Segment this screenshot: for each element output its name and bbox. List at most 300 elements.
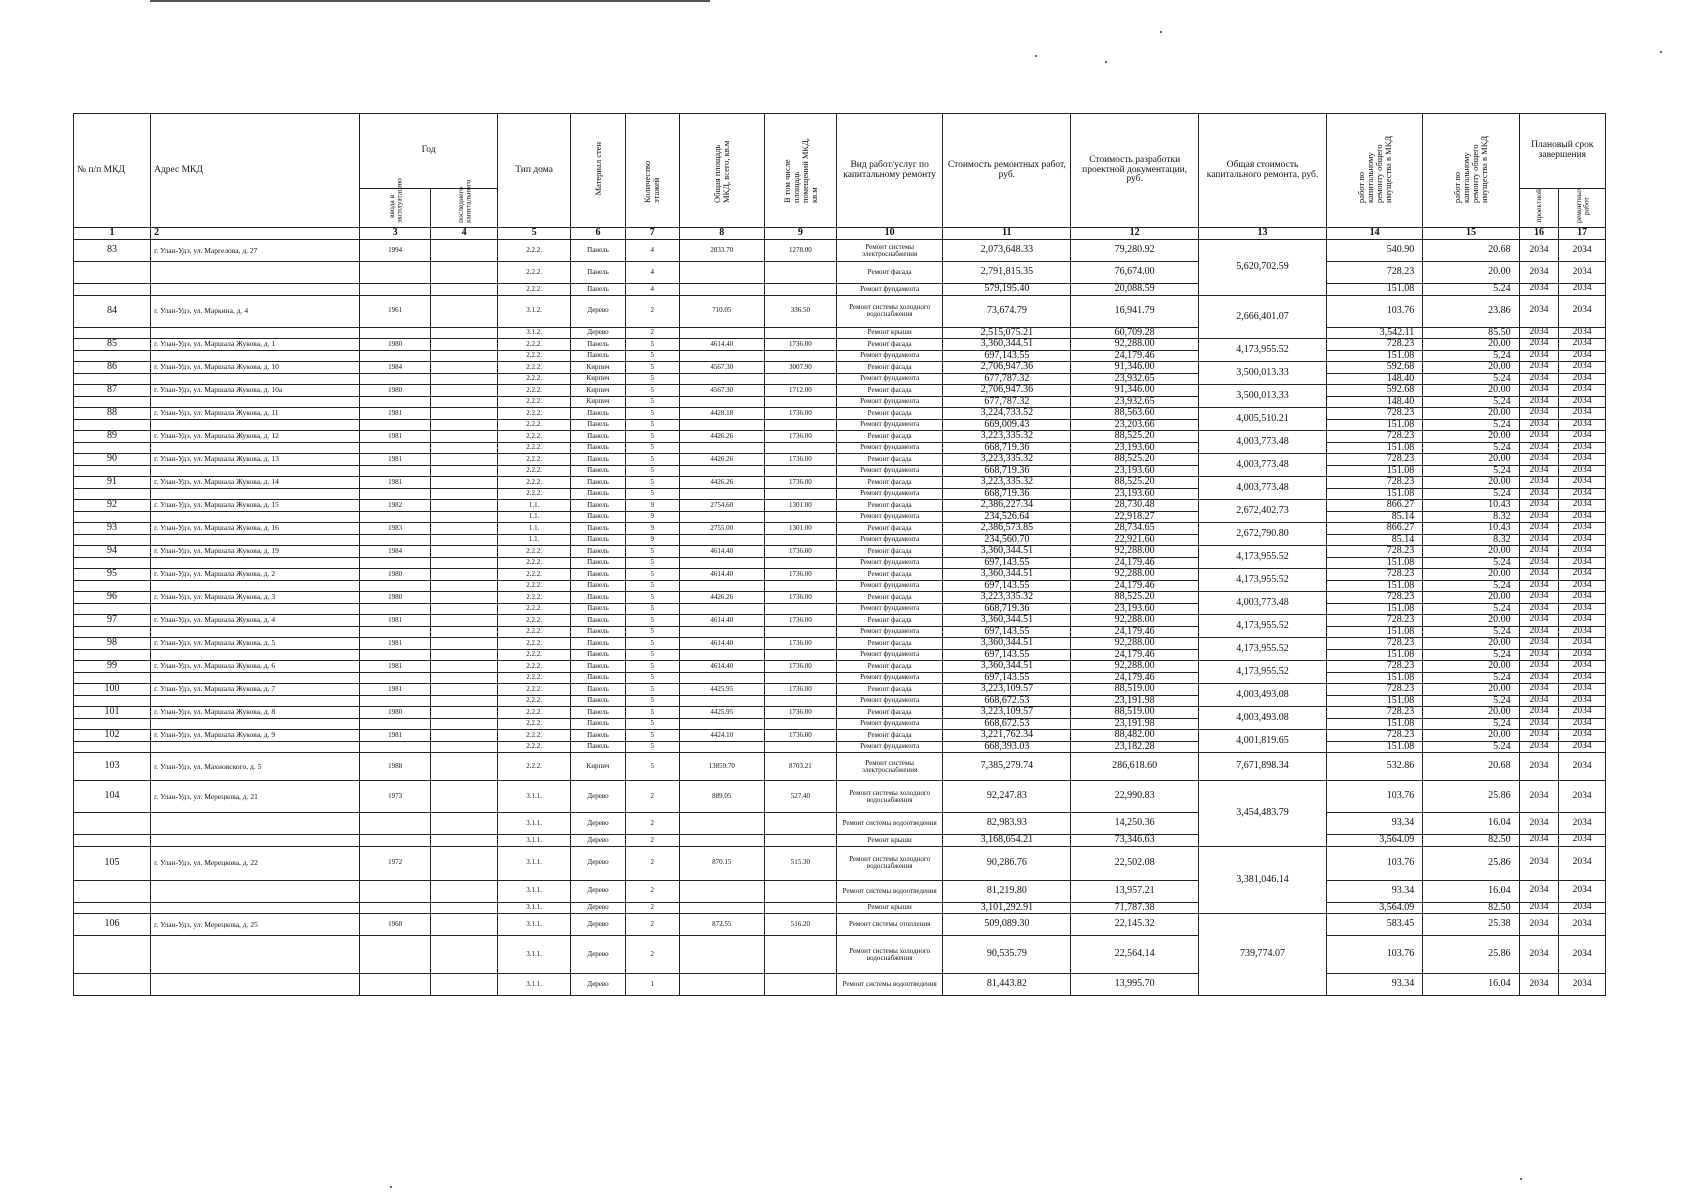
row-wall-material: Панель bbox=[571, 741, 626, 753]
row-design-cost: 71,787.38 bbox=[1071, 902, 1199, 914]
row-number bbox=[74, 880, 151, 902]
row-address bbox=[151, 511, 360, 523]
row-wall-material: Панель bbox=[571, 465, 626, 477]
row-col15: 20.00 bbox=[1423, 454, 1519, 466]
header-row bbox=[74, 114, 1606, 189]
row-repair-cost: 3,360,344.51 bbox=[943, 661, 1071, 673]
row-premises-area: 1736.00 bbox=[764, 431, 836, 443]
row-total-area: 872.55 bbox=[679, 914, 764, 936]
row-address: г. Улан-Удэ, ул. Маршала Жукова, д. 13 bbox=[151, 454, 360, 466]
row-address: г. Улан-Удэ, ул. Маршала Жукова, д. 7 bbox=[151, 684, 360, 696]
row-total-area bbox=[679, 580, 764, 592]
row-repair-year: 2034 bbox=[1559, 557, 1606, 569]
row-year-last-repair bbox=[431, 385, 498, 397]
row-house-type: 2.2.2. bbox=[498, 718, 571, 730]
row-floors: 5 bbox=[625, 753, 679, 781]
row-repair-year: 2034 bbox=[1559, 362, 1606, 374]
table-row bbox=[74, 511, 1606, 523]
row-house-type: 2.2.2. bbox=[498, 603, 571, 615]
row-repair-cost: 2,791,815.35 bbox=[943, 262, 1071, 284]
row-total-area: 4425.95 bbox=[679, 684, 764, 696]
row-design-cost: 16,941.79 bbox=[1071, 295, 1199, 327]
row-total-area: 4614.40 bbox=[679, 638, 764, 650]
row-wall-material: Панель bbox=[571, 477, 626, 489]
row-design-year: 2034 bbox=[1519, 626, 1559, 638]
row-house-type: 3.1.1. bbox=[498, 914, 571, 936]
row-col14: 3,564.09 bbox=[1326, 902, 1422, 914]
row-repair-year: 2034 bbox=[1559, 569, 1606, 581]
row-col14: 151.08 bbox=[1326, 442, 1422, 454]
row-work-type: Ремонт фасада bbox=[836, 477, 943, 489]
row-col14: 85.14 bbox=[1326, 511, 1422, 523]
row-premises-area: 1736.00 bbox=[764, 592, 836, 604]
row-repair-cost: 3,223,335.32 bbox=[943, 454, 1071, 466]
row-year-last-repair bbox=[431, 465, 498, 477]
row-floors: 5 bbox=[625, 362, 679, 374]
row-house-type: 2.2.2. bbox=[498, 396, 571, 408]
row-wall-material: Панель bbox=[571, 592, 626, 604]
row-design-cost: 91,346.00 bbox=[1071, 362, 1199, 374]
table-row bbox=[74, 373, 1606, 385]
row-premises-area: 1736.00 bbox=[764, 408, 836, 420]
row-total-area: 870.15 bbox=[679, 846, 764, 880]
row-design-cost: 88,525.20 bbox=[1071, 454, 1199, 466]
row-wall-material: Дерево bbox=[571, 295, 626, 327]
row-number bbox=[74, 974, 151, 996]
row-total-cost: 4,173,955.52 bbox=[1199, 661, 1327, 684]
row-repair-year: 2034 bbox=[1559, 974, 1606, 996]
header-design-cost: Стоимость разработки проектной документации, руб. bbox=[1071, 114, 1199, 228]
row-year-last-repair bbox=[431, 730, 498, 742]
row-col14: 728.23 bbox=[1326, 730, 1422, 742]
row-col14: 151.08 bbox=[1326, 580, 1422, 592]
row-col15: 16.04 bbox=[1423, 880, 1519, 902]
table-row bbox=[74, 626, 1606, 638]
row-year-commissioned bbox=[360, 603, 431, 615]
row-year-commissioned: 1980 bbox=[360, 385, 431, 397]
row-work-type: Ремонт фасада bbox=[836, 615, 943, 627]
row-design-year: 2034 bbox=[1519, 936, 1559, 974]
row-total-area: 4424.10 bbox=[679, 730, 764, 742]
table-row bbox=[74, 672, 1606, 684]
row-wall-material: Панель bbox=[571, 684, 626, 696]
row-floors: 5 bbox=[625, 454, 679, 466]
row-repair-year: 2034 bbox=[1559, 546, 1606, 558]
row-number: 100 bbox=[74, 684, 151, 696]
row-col14: 151.08 bbox=[1326, 741, 1422, 753]
row-repair-cost: 3,223,335.32 bbox=[943, 477, 1071, 489]
row-year-last-repair bbox=[431, 262, 498, 284]
row-col14: 728.23 bbox=[1326, 408, 1422, 420]
table-row bbox=[74, 240, 1606, 262]
row-total-area: 2755.00 bbox=[679, 523, 764, 535]
row-repair-cost: 2,706,947.36 bbox=[943, 362, 1071, 374]
row-house-type: 2.2.2. bbox=[498, 638, 571, 650]
row-work-type: Ремонт крыши bbox=[836, 835, 943, 847]
row-total-area bbox=[679, 262, 764, 284]
row-wall-material: Кирпич bbox=[571, 753, 626, 781]
row-address bbox=[151, 741, 360, 753]
table-row bbox=[74, 603, 1606, 615]
row-floors: 5 bbox=[625, 615, 679, 627]
row-house-type: 2.2.2. bbox=[498, 385, 571, 397]
row-wall-material: Панель bbox=[571, 488, 626, 500]
row-year-last-repair bbox=[431, 419, 498, 431]
row-design-year: 2034 bbox=[1519, 914, 1559, 936]
table-row bbox=[74, 477, 1606, 489]
row-design-cost: 23,193.60 bbox=[1071, 465, 1199, 477]
row-design-cost: 28,730.48 bbox=[1071, 500, 1199, 512]
subheader-repair-text: ремонтных работ bbox=[1573, 187, 1591, 224]
row-house-type: 3.1.2. bbox=[498, 327, 571, 339]
row-year-last-repair bbox=[431, 511, 498, 523]
row-year-commissioned bbox=[360, 284, 431, 296]
row-total-cost: 4,005,510.21 bbox=[1199, 408, 1327, 431]
row-house-type: 2.2.2. bbox=[498, 707, 571, 719]
row-total-area: 4426.26 bbox=[679, 592, 764, 604]
row-repair-year: 2034 bbox=[1559, 262, 1606, 284]
row-year-commissioned: 1981 bbox=[360, 431, 431, 443]
row-col14: 866.27 bbox=[1326, 500, 1422, 512]
row-design-cost: 23,932.65 bbox=[1071, 396, 1199, 408]
row-total-area bbox=[679, 718, 764, 730]
subheader-design-text: проектной bbox=[1534, 189, 1544, 223]
row-year-commissioned: 1980 bbox=[360, 707, 431, 719]
row-number bbox=[74, 534, 151, 546]
row-house-type: 3.1.1. bbox=[498, 781, 571, 813]
row-house-type: 2.2.2. bbox=[498, 672, 571, 684]
row-col14: 93.34 bbox=[1326, 974, 1422, 996]
row-work-type: Ремонт фундамента bbox=[836, 511, 943, 523]
row-number bbox=[74, 936, 151, 974]
row-total-area bbox=[679, 626, 764, 638]
row-number bbox=[74, 580, 151, 592]
row-premises-area bbox=[764, 534, 836, 546]
row-work-type: Ремонт фасада bbox=[836, 262, 943, 284]
row-repair-year: 2034 bbox=[1559, 408, 1606, 420]
row-wall-material: Кирпич bbox=[571, 385, 626, 397]
row-design-cost: 286,618.60 bbox=[1071, 753, 1199, 781]
row-address bbox=[151, 327, 360, 339]
row-premises-area: 1736.00 bbox=[764, 477, 836, 489]
column-number-cell: 6 bbox=[571, 228, 626, 240]
row-repair-cost: 81,443.82 bbox=[943, 974, 1071, 996]
row-design-cost: 88,519.00 bbox=[1071, 684, 1199, 696]
row-repair-cost: 3,224,733.52 bbox=[943, 408, 1071, 420]
column-number-cell: 13 bbox=[1199, 228, 1327, 240]
scan-speck bbox=[1520, 1178, 1522, 1180]
row-year-last-repair bbox=[431, 500, 498, 512]
row-col14: 728.23 bbox=[1326, 546, 1422, 558]
row-work-type: Ремонт фасада bbox=[836, 362, 943, 374]
column-number-cell: 2 bbox=[151, 228, 360, 240]
row-number bbox=[74, 284, 151, 296]
row-address bbox=[151, 835, 360, 847]
row-year-last-repair bbox=[431, 914, 498, 936]
row-floors: 5 bbox=[625, 592, 679, 604]
row-year-commissioned bbox=[360, 936, 431, 974]
row-address: г. Улан-Удэ, ул. Мерецкова, д. 21 bbox=[151, 781, 360, 813]
row-col15: 5.24 bbox=[1423, 695, 1519, 707]
row-total-area: 2833.70 bbox=[679, 240, 764, 262]
row-address bbox=[151, 488, 360, 500]
row-premises-area bbox=[764, 262, 836, 284]
row-work-type: Ремонт системы холодного водоснабжения bbox=[836, 781, 943, 813]
row-year-commissioned: 1981 bbox=[360, 477, 431, 489]
row-number bbox=[74, 813, 151, 835]
row-floors: 2 bbox=[625, 781, 679, 813]
row-year-last-repair bbox=[431, 684, 498, 696]
row-year-last-repair bbox=[431, 835, 498, 847]
row-work-type: Ремонт системы водоотведения bbox=[836, 813, 943, 835]
table-row bbox=[74, 695, 1606, 707]
row-number: 105 bbox=[74, 846, 151, 880]
row-repair-year: 2034 bbox=[1559, 753, 1606, 781]
table-row bbox=[74, 684, 1606, 696]
row-year-commissioned bbox=[360, 580, 431, 592]
row-house-type: 3.1.2. bbox=[498, 295, 571, 327]
row-year-commissioned: 1961 bbox=[360, 295, 431, 327]
row-address: г. Улан-Удэ, ул. Маргелова, д. 27 bbox=[151, 240, 360, 262]
row-repair-cost: 509,089.30 bbox=[943, 914, 1071, 936]
row-repair-year: 2034 bbox=[1559, 295, 1606, 327]
row-floors: 9 bbox=[625, 534, 679, 546]
row-col15: 10.43 bbox=[1423, 500, 1519, 512]
row-work-type: Ремонт системы холодного водоснабжения bbox=[836, 936, 943, 974]
row-number bbox=[74, 902, 151, 914]
table-body bbox=[74, 228, 1606, 996]
row-design-year: 2034 bbox=[1519, 592, 1559, 604]
row-premises-area bbox=[764, 649, 836, 661]
row-repair-year: 2034 bbox=[1559, 813, 1606, 835]
row-total-cost: 3,500,013.33 bbox=[1199, 362, 1327, 385]
row-address bbox=[151, 936, 360, 974]
table-row bbox=[74, 649, 1606, 661]
row-address bbox=[151, 603, 360, 615]
row-wall-material: Дерево bbox=[571, 846, 626, 880]
row-col14: 728.23 bbox=[1326, 569, 1422, 581]
row-premises-area bbox=[764, 672, 836, 684]
row-house-type: 2.2.2. bbox=[498, 442, 571, 454]
row-wall-material: Панель bbox=[571, 546, 626, 558]
row-total-area bbox=[679, 813, 764, 835]
row-year-commissioned bbox=[360, 511, 431, 523]
row-address: г. Улан-Удэ, ул. Маршала Жукова, д. 3 bbox=[151, 592, 360, 604]
subheader-last-repair-text: последнего капитального bbox=[455, 179, 473, 224]
row-col15: 5.24 bbox=[1423, 626, 1519, 638]
header-wall-material bbox=[571, 114, 626, 228]
row-design-year: 2034 bbox=[1519, 661, 1559, 673]
row-premises-area: 527.40 bbox=[764, 781, 836, 813]
row-number: 85 bbox=[74, 339, 151, 351]
row-premises-area bbox=[764, 718, 836, 730]
row-design-year: 2034 bbox=[1519, 339, 1559, 351]
row-design-cost: 92,288.00 bbox=[1071, 546, 1199, 558]
row-design-year: 2034 bbox=[1519, 534, 1559, 546]
row-design-year: 2034 bbox=[1519, 385, 1559, 397]
row-design-year: 2034 bbox=[1519, 500, 1559, 512]
row-floors: 5 bbox=[625, 557, 679, 569]
row-wall-material: Дерево bbox=[571, 835, 626, 847]
row-address bbox=[151, 695, 360, 707]
row-design-cost: 24,179.46 bbox=[1071, 580, 1199, 592]
row-floors: 5 bbox=[625, 396, 679, 408]
row-design-year: 2034 bbox=[1519, 615, 1559, 627]
row-year-last-repair bbox=[431, 240, 498, 262]
row-repair-year: 2034 bbox=[1559, 661, 1606, 673]
row-work-type: Ремонт фундамента bbox=[836, 626, 943, 638]
row-total-area: 4567.30 bbox=[679, 385, 764, 397]
row-col14: 728.23 bbox=[1326, 684, 1422, 696]
row-number bbox=[74, 695, 151, 707]
row-col15: 20.68 bbox=[1423, 753, 1519, 781]
row-number: 84 bbox=[74, 295, 151, 327]
row-design-year: 2034 bbox=[1519, 477, 1559, 489]
row-total-area bbox=[679, 880, 764, 902]
row-floors: 2 bbox=[625, 936, 679, 974]
row-premises-area: 1736.00 bbox=[764, 339, 836, 351]
row-year-last-repair bbox=[431, 902, 498, 914]
row-col14: 151.08 bbox=[1326, 718, 1422, 730]
row-total-area: 889.05 bbox=[679, 781, 764, 813]
row-work-type: Ремонт системы отопления bbox=[836, 914, 943, 936]
row-repair-year: 2034 bbox=[1559, 284, 1606, 296]
row-number bbox=[74, 511, 151, 523]
row-repair-cost: 90,535.79 bbox=[943, 936, 1071, 974]
header-floors-text: Количество этажей bbox=[642, 160, 662, 203]
row-number: 83 bbox=[74, 240, 151, 262]
row-work-type: Ремонт фундамента bbox=[836, 419, 943, 431]
row-number bbox=[74, 442, 151, 454]
row-premises-area: 1712.00 bbox=[764, 385, 836, 397]
row-premises-area: 336.50 bbox=[764, 295, 836, 327]
row-design-cost: 13,957.21 bbox=[1071, 880, 1199, 902]
row-year-last-repair bbox=[431, 373, 498, 385]
row-col14: 151.08 bbox=[1326, 695, 1422, 707]
row-address bbox=[151, 813, 360, 835]
row-work-type: Ремонт фундамента bbox=[836, 465, 943, 477]
row-wall-material: Панель bbox=[571, 511, 626, 523]
row-col15: 20.00 bbox=[1423, 477, 1519, 489]
row-premises-area bbox=[764, 580, 836, 592]
row-number: 98 bbox=[74, 638, 151, 650]
table-row bbox=[74, 661, 1606, 673]
row-house-type: 2.2.2. bbox=[498, 284, 571, 296]
column-number-cell: 8 bbox=[679, 228, 764, 240]
row-year-commissioned: 1983 bbox=[360, 523, 431, 535]
row-floors: 5 bbox=[625, 672, 679, 684]
row-wall-material: Панель bbox=[571, 262, 626, 284]
row-design-cost: 23,182.28 bbox=[1071, 741, 1199, 753]
row-col14: 151.08 bbox=[1326, 603, 1422, 615]
row-year-commissioned bbox=[360, 718, 431, 730]
row-repair-year: 2034 bbox=[1559, 846, 1606, 880]
row-total-area: 4614.40 bbox=[679, 569, 764, 581]
row-number: 104 bbox=[74, 781, 151, 813]
row-work-type: Ремонт системы холодного водоснабжения bbox=[836, 295, 943, 327]
row-col14: 85.14 bbox=[1326, 534, 1422, 546]
row-premises-area bbox=[764, 603, 836, 615]
row-total-area: 4426.26 bbox=[679, 477, 764, 489]
row-design-cost: 92,288.00 bbox=[1071, 615, 1199, 627]
row-year-last-repair bbox=[431, 350, 498, 362]
row-wall-material: Дерево bbox=[571, 813, 626, 835]
row-number bbox=[74, 718, 151, 730]
row-premises-area: 1736.00 bbox=[764, 707, 836, 719]
row-address bbox=[151, 902, 360, 914]
table-row bbox=[74, 295, 1606, 327]
row-repair-cost: 668,719.36 bbox=[943, 603, 1071, 615]
row-total-area: 4614.40 bbox=[679, 661, 764, 673]
row-total-cost: 4,001,819.65 bbox=[1199, 730, 1327, 753]
row-year-commissioned: 1981 bbox=[360, 684, 431, 696]
row-col14: 728.23 bbox=[1326, 477, 1422, 489]
row-wall-material: Панель bbox=[571, 500, 626, 512]
row-repair-year: 2034 bbox=[1559, 454, 1606, 466]
row-wall-material: Кирпич bbox=[571, 396, 626, 408]
row-total-cost: 5,620,702.59 bbox=[1199, 240, 1327, 296]
row-year-commissioned bbox=[360, 672, 431, 684]
row-floors: 5 bbox=[625, 707, 679, 719]
column-number-cell: 11 bbox=[943, 228, 1071, 240]
row-address bbox=[151, 373, 360, 385]
row-wall-material: Панель bbox=[571, 638, 626, 650]
row-year-last-repair bbox=[431, 523, 498, 535]
row-design-cost: 23,191.98 bbox=[1071, 695, 1199, 707]
row-design-year: 2034 bbox=[1519, 603, 1559, 615]
row-premises-area bbox=[764, 327, 836, 339]
row-total-area: 4567.30 bbox=[679, 362, 764, 374]
row-premises-area bbox=[764, 974, 836, 996]
row-house-type: 1.1. bbox=[498, 523, 571, 535]
table-row bbox=[74, 284, 1606, 296]
row-wall-material: Дерево bbox=[571, 781, 626, 813]
row-repair-cost: 3,223,335.32 bbox=[943, 431, 1071, 443]
header-col15 bbox=[1423, 114, 1519, 228]
row-total-cost: 4,003,773.48 bbox=[1199, 592, 1327, 615]
row-col15: 82.50 bbox=[1423, 902, 1519, 914]
column-number-cell: 5 bbox=[498, 228, 571, 240]
row-repair-cost: 697,143.55 bbox=[943, 626, 1071, 638]
row-design-cost: 88,482.00 bbox=[1071, 730, 1199, 742]
row-work-type: Ремонт фундамента bbox=[836, 442, 943, 454]
row-year-commissioned: 1981 bbox=[360, 638, 431, 650]
row-premises-area: 3007.90 bbox=[764, 362, 836, 374]
row-col14: 151.08 bbox=[1326, 557, 1422, 569]
row-design-year: 2034 bbox=[1519, 442, 1559, 454]
row-year-commissioned: 1973 bbox=[360, 781, 431, 813]
header-address: Адрес МКД bbox=[151, 114, 360, 228]
row-floors: 5 bbox=[625, 718, 679, 730]
table-row bbox=[74, 707, 1606, 719]
row-year-commissioned bbox=[360, 350, 431, 362]
row-design-year: 2034 bbox=[1519, 284, 1559, 296]
row-year-commissioned bbox=[360, 695, 431, 707]
row-col14: 540.90 bbox=[1326, 240, 1422, 262]
row-floors: 2 bbox=[625, 902, 679, 914]
row-wall-material: Дерево bbox=[571, 880, 626, 902]
row-work-type: Ремонт системы электроснабжения bbox=[836, 753, 943, 781]
row-work-type: Ремонт фундамента bbox=[836, 373, 943, 385]
row-design-year: 2034 bbox=[1519, 684, 1559, 696]
row-premises-area bbox=[764, 511, 836, 523]
row-total-area: 4426.26 bbox=[679, 454, 764, 466]
row-col14: 151.08 bbox=[1326, 465, 1422, 477]
row-col15: 5.24 bbox=[1423, 396, 1519, 408]
row-total-cost: 3,454,483.79 bbox=[1199, 781, 1327, 847]
row-total-cost: 3,500,013.33 bbox=[1199, 385, 1327, 408]
row-col14: 103.76 bbox=[1326, 936, 1422, 974]
